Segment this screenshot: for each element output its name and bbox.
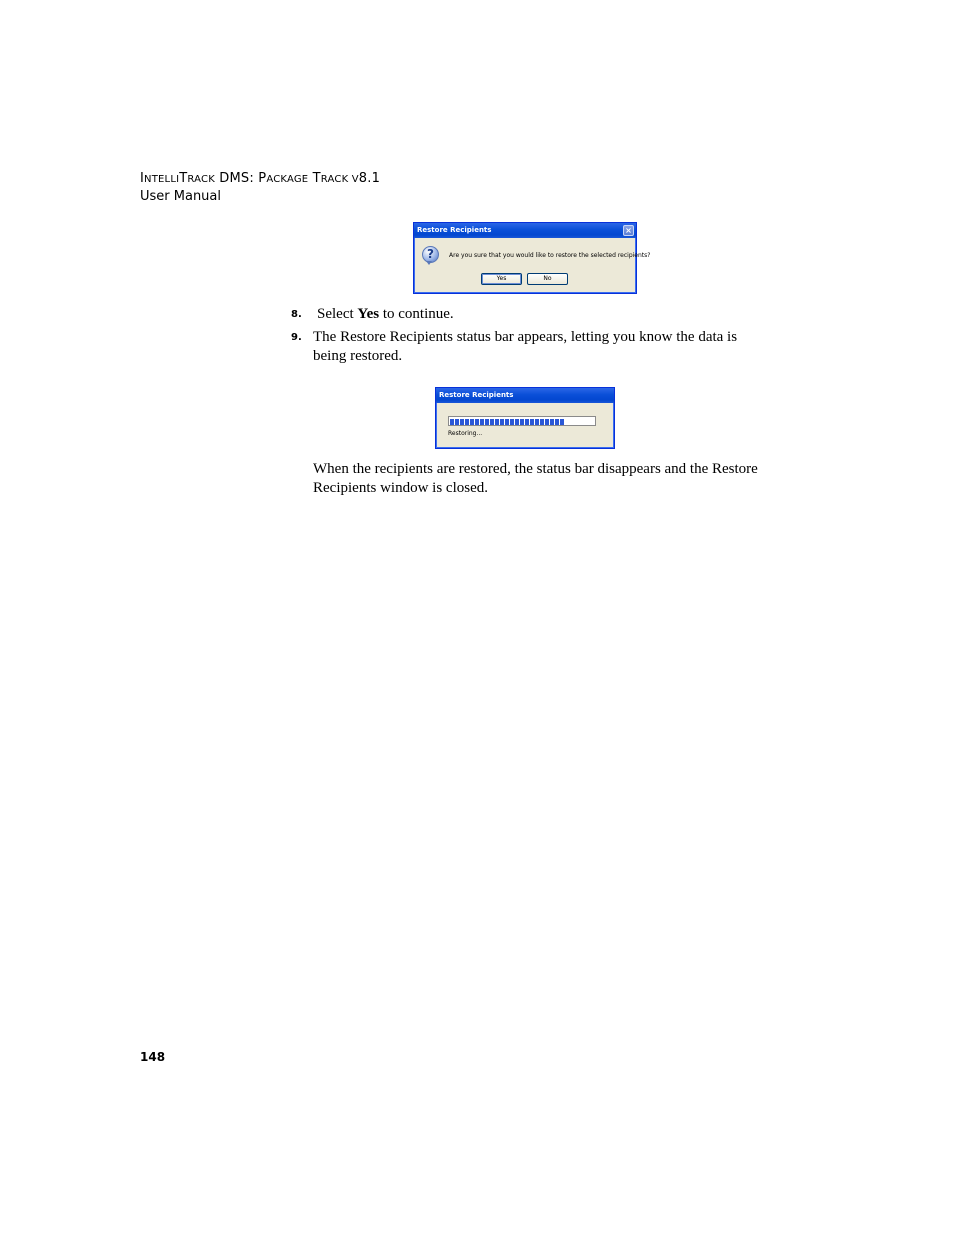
title-part: T	[179, 171, 188, 186]
progress-fill	[450, 419, 565, 425]
closing-paragraph: When the recipients are restored, the status bar disappears and the Restore Recipients window is closed.	[313, 461, 758, 496]
step-text: to continue.	[379, 306, 454, 322]
dialog-title: Restore Recipients	[417, 226, 492, 234]
step-emphasis: Yes	[357, 306, 380, 322]
confirm-message: Are you sure that you would like to restore the selected recipients?	[449, 252, 651, 259]
manual-subtitle: User Manual	[140, 189, 222, 204]
step-text: Select	[317, 306, 358, 322]
dialog-title-bar	[414, 223, 636, 238]
dialog-title: Restore Recipients	[439, 391, 514, 399]
dialog-title-bar	[436, 388, 614, 403]
restore-confirm-dialog	[413, 222, 651, 294]
yes-button[interactable]: Yes	[481, 273, 522, 285]
step-number: 8.	[291, 309, 302, 320]
title-part: RACK	[320, 174, 349, 185]
no-button[interactable]: No	[527, 273, 568, 285]
title-part: RACK	[187, 174, 215, 185]
page-number: 148	[140, 1050, 166, 1064]
progress-status: Restoring...	[448, 430, 483, 437]
step-8-text	[317, 305, 454, 324]
title-part: DMS: P	[214, 171, 267, 186]
manual-title	[140, 170, 380, 188]
question-icon: ?	[422, 246, 439, 263]
title-part: ACKAGE	[266, 174, 309, 185]
title-part: NTELLI	[144, 174, 180, 185]
step-9-text: The Restore Recipients status bar appears, letting you know the data is being restored.	[313, 329, 738, 364]
title-part: V	[348, 174, 359, 185]
title-part: T	[308, 171, 321, 186]
close-icon[interactable]: ×	[623, 225, 634, 236]
running-header	[140, 170, 380, 205]
step-number: 9.	[291, 332, 302, 343]
title-part: I	[140, 171, 145, 186]
restore-progress-dialog	[435, 387, 615, 449]
title-part: 8.1	[358, 171, 381, 186]
progress-bar	[448, 416, 596, 426]
